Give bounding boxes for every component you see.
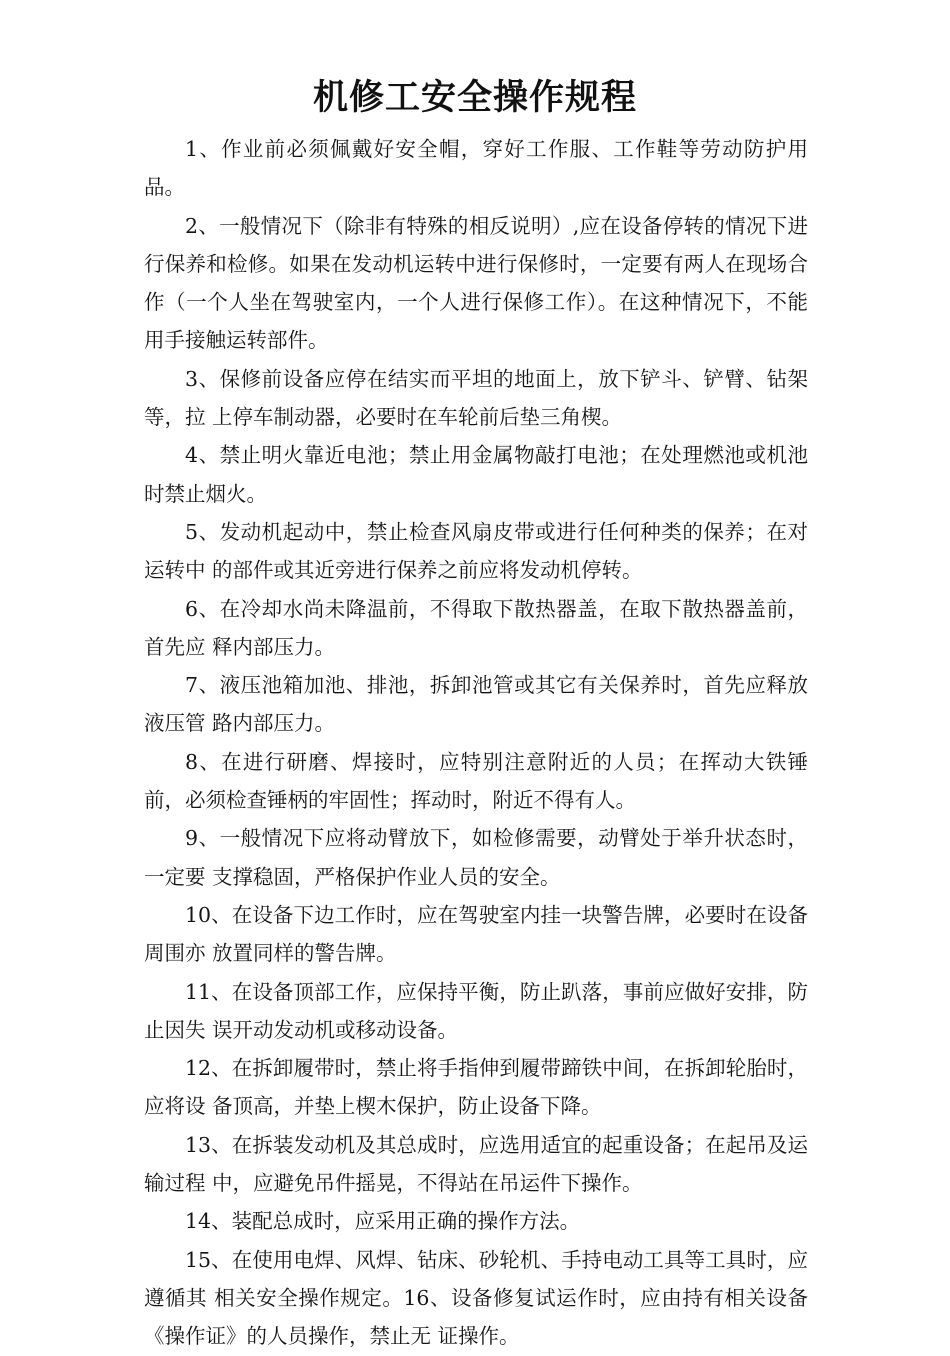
- document-body: [144, 130, 808, 1356]
- paragraph-9: 9、一般情况下应将动臂放下，如检修需要，动臂处于举升状态时，一定要 支撑稳固，严格保护作业人员的安全。: [144, 826, 808, 889]
- paragraph-15: 15、在使用电焊、风焊、钻床、砂轮机、手持电动工具等工具时，应遵循其 相关安全操作规定。16、设备修复试运作时，应由持有相关设备《操作证》的人员操作，禁止无 证操作。: [144, 1247, 808, 1349]
- paragraph-8: 8、在进行研磨、焊接时，应特别注意附近的人员；在挥动大铁锤前，必须检查锤柄的牢固性；挥动时，附近不得有人。: [144, 749, 808, 813]
- paragraph-5: 5、发动机起动中，禁止检查风扇皮带或进行任何种类的保养；在对运转中 的部件或其近旁进行保养之前应将发动机停转。: [144, 519, 808, 583]
- paragraph-12: 12、在拆卸履带时，禁止将手指伸到履带蹄铁中间，在拆卸轮胎时，应将设 备顶高，并垫上楔木保护，防止设备下降。: [144, 1056, 808, 1119]
- paragraph-7: 7、液压池箱加池、排池，拆卸池管或其它有关保养时，首先应释放液压管 路内部压力。: [144, 673, 808, 736]
- page-title: 机修工安全操作规程: [312, 77, 637, 118]
- paragraph-3: 3、保修前设备应停在结实而平坦的地面上，放下铲斗、铲臂、钻架等，拉 上停车制动器，必要时在车轮前后垫三角楔。: [144, 366, 808, 430]
- paragraph-6: 6、在冷却水尚未降温前，不得取下散热器盖，在取下散热器盖前，首先应 释内部压力。: [144, 596, 808, 659]
- paragraph-1: 1、作业前必须佩戴好安全帽，穿好工作服、工作鞋等劳动防护用品。: [144, 137, 808, 200]
- paragraph-13: 13、在拆装发动机及其总成时，应选用适宜的起重设备；在起吊及运输过程 中，应避免吊件摇晃，不得站在吊运件下操作。: [144, 1132, 808, 1196]
- paragraph-10: 10、在设备下边工作时，应在驾驶室内挂一块警告牌，必要时在设备周围亦 放置同样的警告牌。: [144, 902, 808, 966]
- paragraph-14: 14、装配总成时，应采用正确的操作方法。: [185, 1209, 581, 1234]
- paragraph-2: 2、一般情况下（除非有特殊的相反说明）,应在设备停转的情况下进行保养和检修。如果在发动机运转中进行保修时，一定要有两人在现场合作（一个人坐在驾驶室内，一个人进行保修工作）。在这种情况下，不能用手接触运转部件。: [144, 213, 808, 353]
- paragraph-11: 11、在设备顶部工作，应保持平衡，防止趴落，事前应做好安排，防止因失 误开动发动机或移动设备。: [144, 979, 808, 1042]
- paragraph-4: 4、禁止明火靠近电池；禁止用金属物敲打电池；在处理燃池或机池时禁止烟火。: [144, 443, 808, 506]
